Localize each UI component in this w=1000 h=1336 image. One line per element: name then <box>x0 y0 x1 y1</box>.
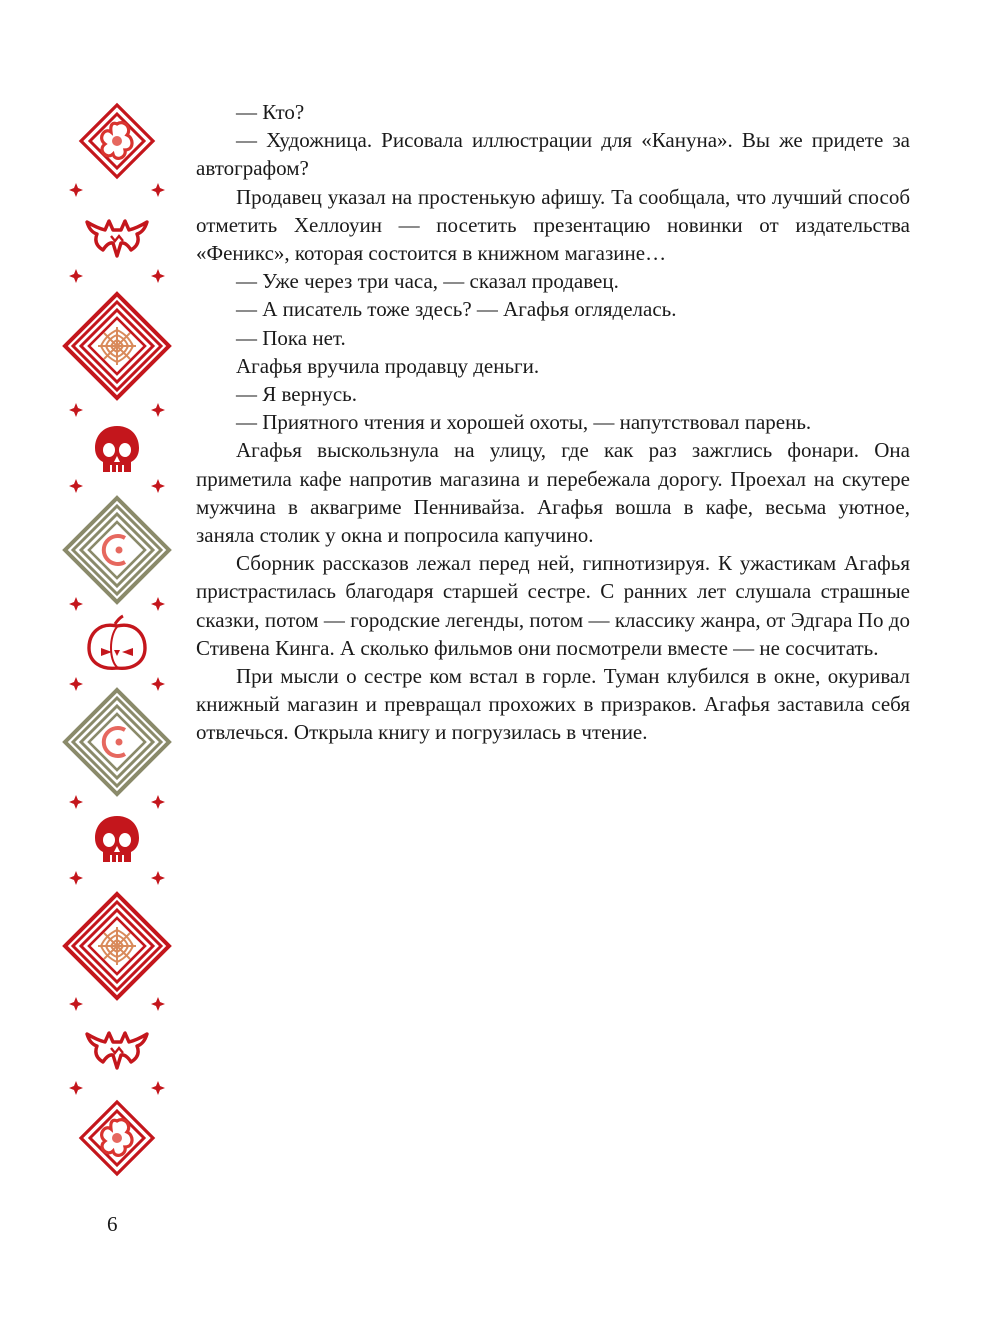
bat-icon <box>87 1033 147 1068</box>
sparkle-icon <box>69 183 83 197</box>
paragraph: Агафья вручила продавцу деньги. <box>236 353 540 378</box>
sparkle-icon <box>69 269 83 283</box>
sparkle-icon <box>151 1081 165 1095</box>
paragraph: — Пока нет. <box>236 325 346 350</box>
page-number: 6 <box>107 1212 118 1236</box>
sparkle-icon <box>151 597 165 611</box>
sparkle-icon <box>151 997 165 1011</box>
sparkle-icon <box>151 403 165 417</box>
sparkle-icon <box>69 1081 83 1095</box>
paragraph: — А писатель тоже здесь? — Агафья огляделась. <box>236 297 677 322</box>
sparkle-icon <box>151 479 165 493</box>
flower-diamond-icon <box>81 105 153 177</box>
sparkle-icon <box>69 597 83 611</box>
sparkle-icon <box>151 871 165 885</box>
ornamental-border <box>58 98 176 1180</box>
paragraph: — Я вернусь. <box>236 382 358 407</box>
sparkle-icon <box>69 479 83 493</box>
sparkle-icon <box>69 403 83 417</box>
paragraph: Агафья выскользнула на улицу, где как раз зажглись фонари. Она приметила кафе напротив магазина и перебежала дорогу. Проехал на скутере мужчина в аквагриме Пеннивайза. Агафья вошла в кафе, весьма уютное, заняла столик у окна и попросила капучино. <box>196 438 910 548</box>
skull-icon <box>95 816 139 862</box>
moon-diamond-icon <box>65 690 169 794</box>
sparkle-icon <box>69 677 83 691</box>
sparkle-icon <box>151 677 165 691</box>
bat-icon <box>87 221 147 256</box>
sparkle-icon <box>151 269 165 283</box>
paragraph: Продавец указал на простенькую афишу. Та сообщала, что лучший способ отметить Хеллоуин — посетить презентацию новинки от издательства «Феникс», которая состоится в книжном магазине… <box>196 184 910 266</box>
moon-diamond-icon <box>65 498 169 602</box>
pumpkin-icon <box>89 616 145 668</box>
sparkle-icon <box>69 871 83 885</box>
sparkle-icon <box>69 997 83 1011</box>
paragraph: — Художница. Рисовала иллюстрации для «Кануна». Вы же придете за автографом? <box>196 128 910 181</box>
sparkle-icon <box>151 183 165 197</box>
page-body-text <box>196 98 910 747</box>
paragraph: Сборник рассказов лежал перед ней, гипнотизируя. К ужастикам Агафья пристрастилась благодаря старшей сестре. С ранних лет слушала страшные сказки, потом — городские легенды, потом — классику жанра, от Эдгара По до Стивена Кинга. А сколько фильмов они посмотрели вместе — не сосчитать. <box>196 551 910 660</box>
paragraph: При мысли о сестре ком встал в горле. Туман клубился в окне, окуривал книжный магазин и превращал прохожих в призраков. Агафья заставила себя отвлечься. Открыла книгу и погрузилась в чтение. <box>196 664 910 745</box>
flower-diamond-icon <box>81 1102 153 1174</box>
web-diamond-icon <box>65 294 169 398</box>
sparkle-icon <box>151 795 165 809</box>
paragraph: — Уже через три часа, — сказал продавец. <box>236 269 619 294</box>
skull-icon <box>95 426 139 472</box>
paragraph: — Приятного чтения и хорошей охоты, — напутствовал парень. <box>236 410 812 435</box>
sparkle-icon <box>69 795 83 809</box>
web-diamond-icon <box>65 894 169 998</box>
paragraph: — Кто? <box>236 100 305 124</box>
